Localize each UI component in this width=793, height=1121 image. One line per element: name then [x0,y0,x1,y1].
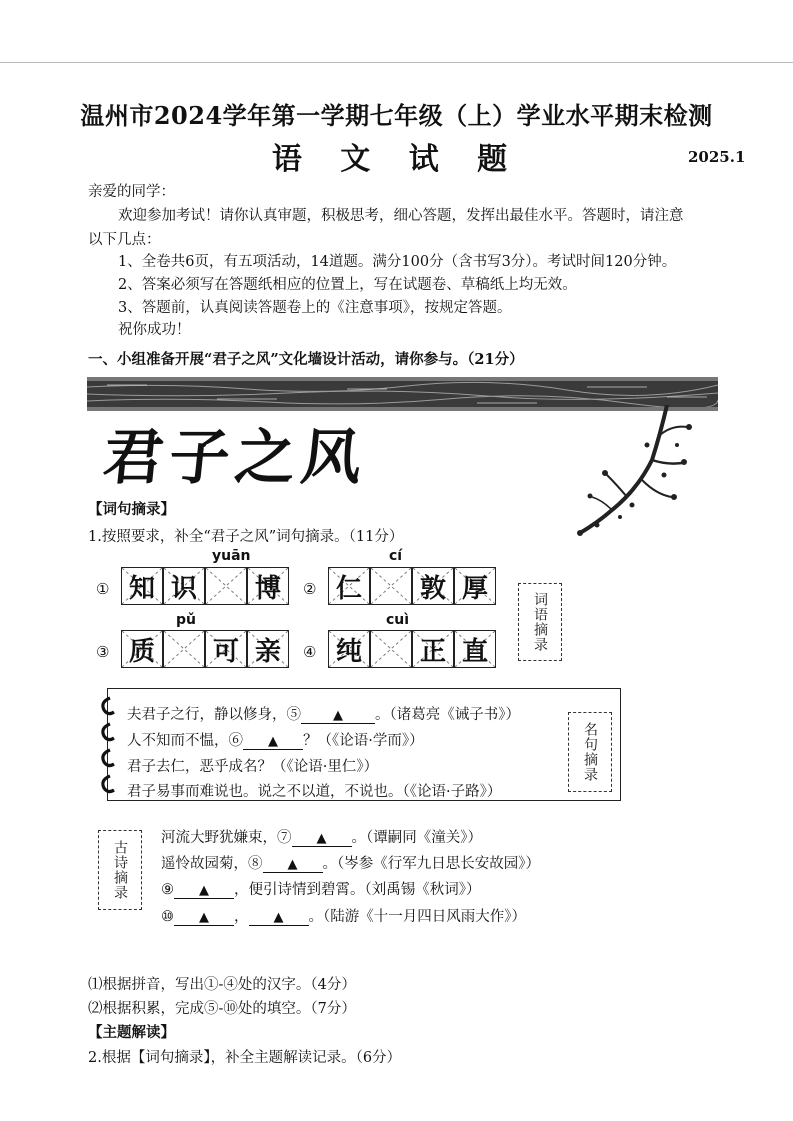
grid-number-4: ④ [303,643,317,661]
answer-triangle: ▲ [287,857,298,872]
binder-rings-icon [96,692,120,804]
grid-cell: 博 [247,567,289,605]
answer-triangle: ▲ [268,734,278,749]
greeting: 亲爱的同学： [88,184,175,200]
grid-cell: 亲 [247,630,289,668]
exam-subject: 语 文 试 题 [271,142,522,177]
quote-line-5: 夫君子之行，静以修身，⑤ ▲ 。（诸葛亮《诫子书》） [127,707,520,723]
label-gushi-zhailu: 古诗摘录 [98,830,142,910]
grid-cell: 敦 [412,567,454,605]
pinyin-3: pǔ [176,612,196,628]
question-2: 2.根据【词句摘录】，补全主题解读记录。（6分） [88,1050,402,1066]
answer-triangle: ▲ [273,910,284,925]
subsection-label-cijuzhailu: 【词句摘录】 [88,501,175,518]
note-1: 1、全卷共6页，有五项活动，14道题。满分100分（含书写3分）。考试时间120分钟。 [118,254,677,270]
grid-cell: 仁 [328,567,370,605]
grid-cell-blank [370,630,412,668]
grid-cell-blank [205,567,247,605]
note-2: 2、答案必须写在答题纸相应的位置上，写在试题卷、草稿纸上均无效。 [118,277,577,293]
grid-number-3: ③ [96,643,110,661]
grid-cell: 质 [121,630,163,668]
note-3: 3、答题前，认真阅读答题卷上的《注意事项》，按规定答题。 [118,300,512,316]
answer-triangle: ▲ [199,910,209,925]
exam-title: 温州市2024学年第一学期七年级（上）学业水平期末检测 [80,101,713,130]
welcome-line-1: 欢迎参加考试！请你认真审题，积极思考，细心答题，发挥出最佳水平。答题时，请注意 [118,208,684,224]
wish: 祝你成功！ [118,322,191,338]
top-rule [0,62,793,63]
grid-number-2: ② [303,580,317,598]
answer-triangle: ▲ [199,883,209,898]
quote-line-4: 君子易事而难说也。说之不以道，不说也。（《论语·子路》） [127,784,502,800]
poem-line-8: 遥怜故园菊，⑧ ▲ 。（岑参《行军九日思长安故园》） [161,856,540,872]
sub-question-1: ⑴根据拼音，写出①-④处的汉字。（4分） [88,977,356,993]
grid-cell-blank [163,630,205,668]
plum-blossom-branch-icon [572,405,712,545]
calligraphy-title: 君子之风 [99,423,372,493]
label-mingju-zhailu: 名句摘录 [568,712,612,792]
poem-line-10: ⑩ ▲ ， ▲ 。（陆游《十一月四日风雨大作》） [161,909,526,925]
quote-line-3: 君子去仁，恶乎成名？（《论语·里仁》） [127,759,379,775]
section-1-heading: 一、小组准备开展“君子之风”文化墙设计活动，请你参与。（21分） [88,351,524,368]
label-ciyu-zhailu: 词语摘录 [518,583,562,661]
grid-cell: 正 [412,630,454,668]
answer-triangle: ▲ [333,708,343,723]
pinyin-2: cí [389,548,403,564]
grid-cell: 知 [121,567,163,605]
grid-cell: 识 [163,567,205,605]
question-1: 1.按照要求，补全“君子之风”词句摘录。（11分） [88,529,404,545]
grid-cell: 可 [205,630,247,668]
welcome-line-2: 以下几点： [88,232,161,248]
grid-cell-blank [370,567,412,605]
pinyin-1: yuān [212,548,251,564]
poem-line-7: 河流大野犹嫌束，⑦ ▲ 。（谭嗣同《潼关》） [161,830,482,846]
grid-number-1: ① [96,580,110,598]
subsection-label-zhuti: 【主题解读】 [88,1024,175,1041]
sub-question-2: ⑵根据积累，完成⑤-⑩处的填空。（7分） [88,1001,356,1017]
grid-cell: 厚 [454,567,496,605]
quote-line-6: 人不知而不愠，⑥ ▲ ？（《论语·学而》） [127,733,424,749]
grid-cell: 纯 [328,630,370,668]
pinyin-4: cuì [386,612,410,628]
poem-line-9: ⑨ ▲ ，便引诗情到碧霄。（刘禹锡《秋词》） [161,882,481,898]
exam-date: 2025.1 [688,148,746,166]
answer-triangle: ▲ [316,831,327,846]
grid-cell: 直 [454,630,496,668]
